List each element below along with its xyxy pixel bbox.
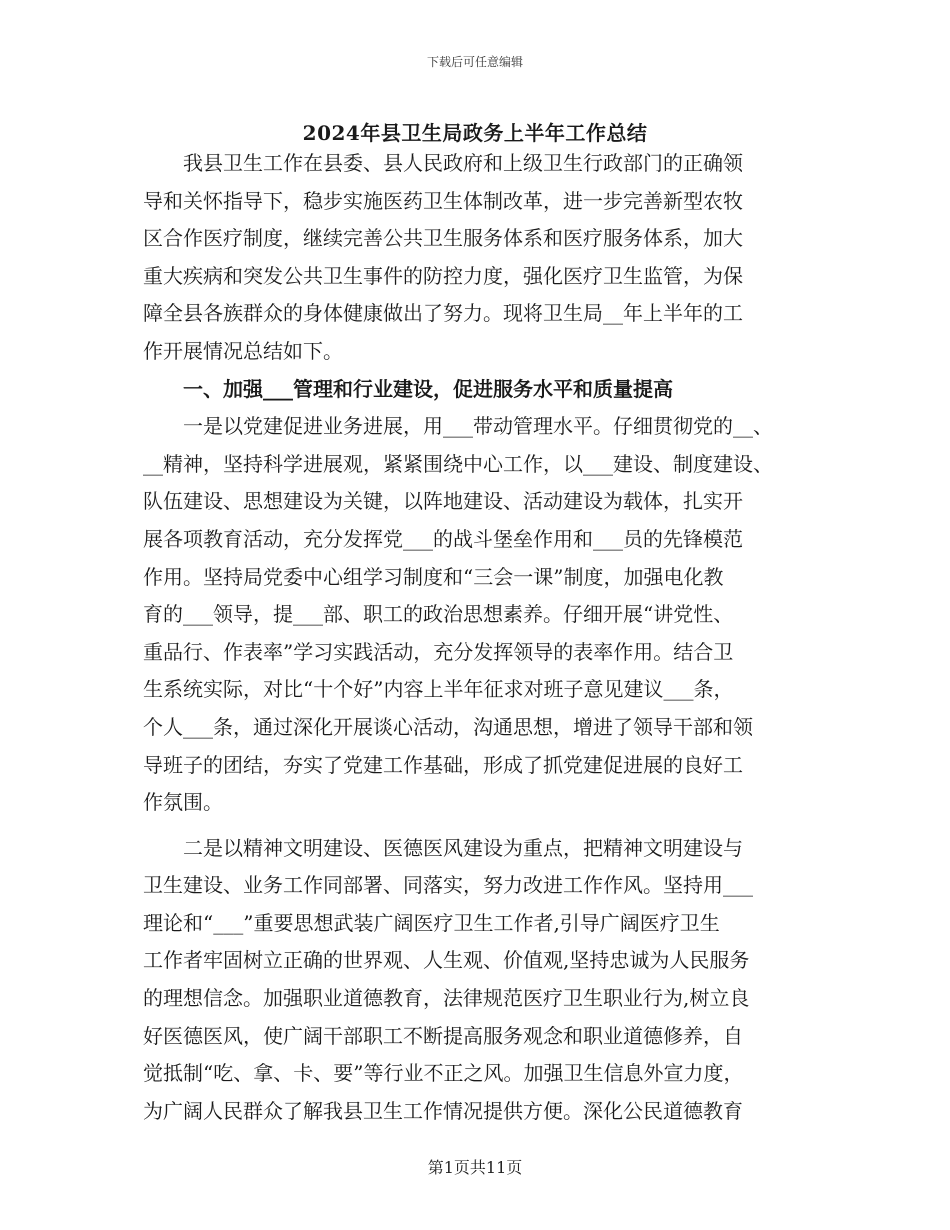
text-line: 导和关怀指导下，稳步实施医药卫生体制改革，进一步完善新型农牧 — [143, 188, 743, 213]
text-line: 工作者牢固树立正确的世界观、人生观、价值观,坚持忠诚为人民服务 — [143, 948, 750, 973]
text-line: 理论和“___”重要思想武装广阔医疗卫生工作者,引导广阔医疗卫生 — [143, 910, 720, 935]
text-line: 为广阔人民群众了解我县卫生工作情况提供方便。深化公民道德教育 — [143, 1098, 743, 1123]
paragraph-spiritual-civilization — [143, 830, 823, 1131]
text-line: 觉抵制“吃、拿、卡、要”等行业不正之风。加强卫生信息外宣力度， — [143, 1061, 744, 1086]
text-line: 区合作医疗制度，继续完善公共卫生服务体系和医疗服务体系，加大 — [143, 226, 743, 251]
text-line: 重品行、作表率”学习实践活动，充分发挥领导的表率作用。结合卫 — [143, 639, 734, 664]
page-footer: 第1页共11页 — [427, 1158, 523, 1177]
text-line: 作用。坚持局党委中心组学习制度和“三会一课”制度，加强电化教 — [143, 564, 724, 589]
text-line: 展各项教育活动，充分发挥党___的战斗堡垒作用和___员的先锋模范 — [143, 526, 743, 551]
text-line: 导班子的团结，夯实了党建工作基础，形成了抓党建促进展的良好工 — [143, 752, 743, 777]
text-line: 障全县各族群众的身体健康做出了努力。现将卫生局__年上半年的工 — [143, 301, 743, 326]
text-line: 生系统实际，对比“十个好”内容上半年征求对班子意见建议___条， — [143, 677, 734, 702]
text-line: 作开展情况总结如下。 — [143, 338, 343, 363]
text-line: 育的___领导，提___部、职工的政治思想素养。仔细开展“讲党性、 — [143, 602, 734, 627]
document-body — [143, 145, 823, 1130]
text-line: 的理想信念。加强职业道德教育，法律规范医疗卫生职业行为,树立良 — [143, 986, 750, 1011]
text-line: 二是以精神文明建设、医德医风建设为重点，把精神文明建设与 — [143, 835, 743, 860]
text-line: 卫生建设、业务工作同部署、同落实，努力改进工作作风。坚持用___ — [143, 873, 753, 898]
text-line: 好医德医风，使广阔干部职工不断提高服务观念和职业道德修养，自 — [143, 1023, 743, 1048]
text-line: 一是以党建促进业务进展，用___带动管理水平。仔细贯彻党的__、 — [143, 414, 773, 439]
text-line: 队伍建设、思想建设为关键，以阵地建设、活动建设为载体，扎实开 — [143, 489, 743, 514]
document-title: 2024年县卫生局政务上半年工作总结 — [302, 121, 648, 145]
paragraph-intro — [143, 145, 823, 371]
text-line: 我县卫生工作在县委、县人民政府和上级卫生行政部门的正确领 — [143, 151, 743, 175]
paragraph-party-building — [143, 408, 823, 822]
section-heading: 一、加强___管理和行业建设，促进服务水平和质量提高 — [143, 376, 673, 401]
text-line: 重大疾病和突发公共卫生事件的防控力度，强化医疗卫生监管，为保 — [143, 263, 743, 288]
header-note: 下载后可任意编辑 — [426, 55, 523, 69]
text-line: __精神，坚持科学进展观，紧紧围绕中心工作，以___建设、制度建设、 — [143, 451, 773, 476]
text-line: 个人___条，通过深化开展谈心活动，沟通思想，增进了领导干部和领 — [143, 714, 753, 739]
text-line: 作氛围。 — [143, 790, 223, 815]
